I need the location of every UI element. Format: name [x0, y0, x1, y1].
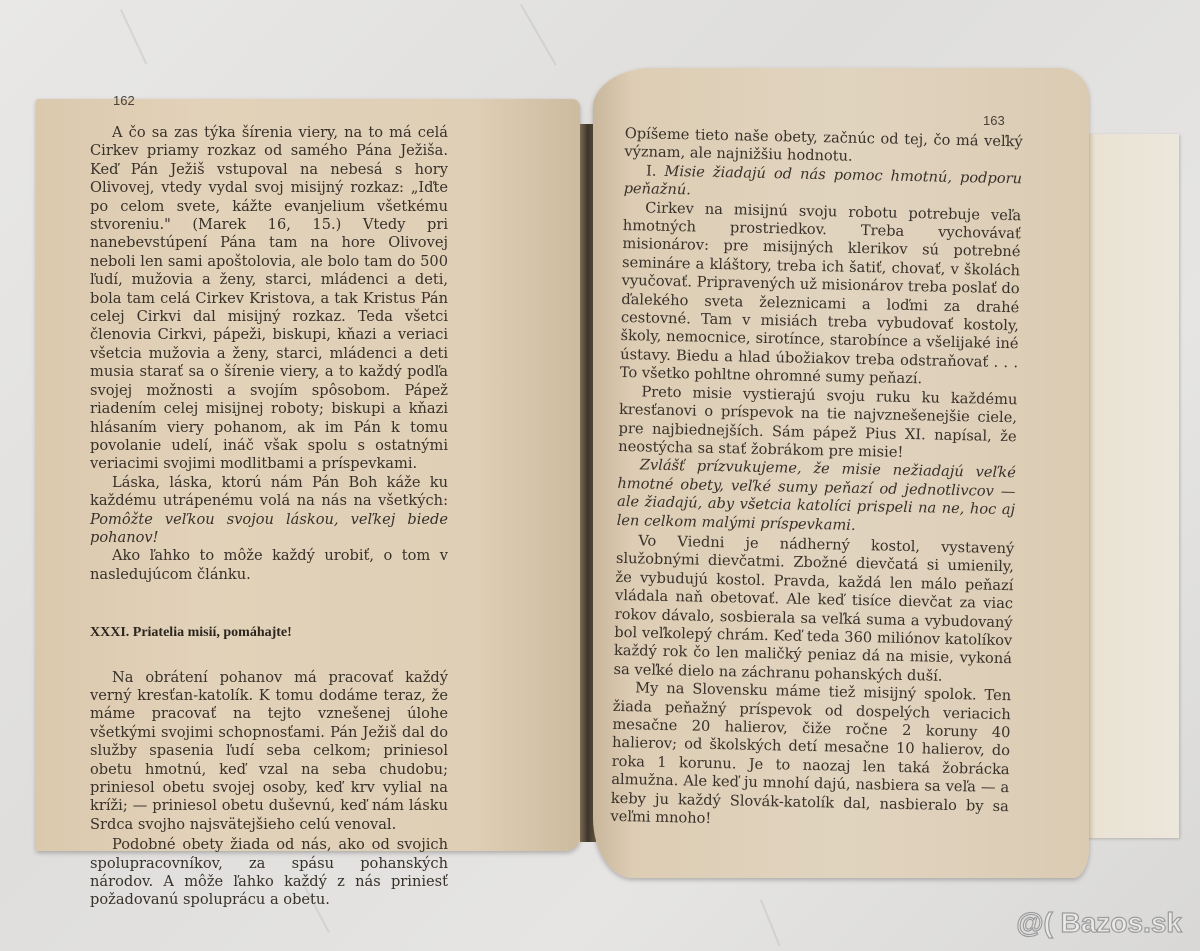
paragraph: Cirkev na misijnú svoju robotu potrebuje veľa hmotných prostriedkov. Treba vychovávať misionárov: pre misijných klerikov sú potrebné semináre a kláštory, treba ich šatiť, chovať, v školách vyučovať. Pripravených už misionárov treba poslať do ďalekého sveta železnicami a loďmi za drahé cestovné. Tam v misiách treba vybudovať kostoly, školy, nemocnice, sirotínce, starobínce a všelijaké iné ústavy. Biedu a hlad úbožiakov treba odstraňovať . . . To všetko pohltne ohromné sumy peňazí.	[619, 199, 1022, 388]
paragraph: Preto misie vystierajú svoju ruku ku každému kresťanovi o príspevok na tie najvznešenejšie ciele, pre najbiednejších. Sám pápež Pius XI. napísal, že neostýcha sa stať žobrákom pre misie!	[618, 383, 1018, 461]
paragraph-text: Láska, láska, ktorú nám Pán Boh káže ku každému utrápenému volá na nás na všetkých:	[90, 473, 448, 510]
paragraph: Opíšeme tieto naše obety, začnúc od tej, čo má veľký význam, ale najnižšiu hodnotu.	[624, 125, 1023, 166]
marble-vein	[760, 899, 781, 946]
chapter-heading: XXXI. Priatelia misií, pomáhajte!	[90, 625, 292, 641]
paragraph: A čo sa zas týka šírenia viery, na to má celá Cirkev priamy rozkaz od samého Pána Ježiša. Keď Pán Ježiš vstupoval na nebesá s hory Olivovej, vtedy vydal svoj misijný rozkaz: „Iďte po celom svete, kážte evanjelium všetkému stvoreniu." (Marek 16, 15.) Vtedy pri nanebevstúpení Pána tam na hore Olivovej neboli len sami apoštolovia, ale bolo tam do 500 ľudí, mužovia a ženy, starci, mládenci a deti, bola tam celá Cirkev Kristova, a tak Kristus Pán celej Cirkvi dal misijný rozkaz. Teda všetci členovia Cirkvi, pápeži, biskupi, kňazi a veriaci všetcia mužovia a ženy, starci, mládenci a deti musia starať sa o šírenie viery, a to každý podľa svojej možnosti a svojím spôsobom. Pápež riadením celej misijnej roboty; biskupi a kňazi hlásaním viery pohanom, ak im Pán k tomu povolanie udelí, ináč však spolu s ostatnými veriacimi svojimi modlitbami a príspevkami.	[90, 124, 448, 473]
marble-vein	[120, 9, 147, 64]
left-page-text	[90, 124, 448, 910]
paragraph: Podobné obety žiada od nás, ako od svojich spolupracovníkov, za spásu pohanských národov. A môže ľahko každý z nás priniesť požadovanú spoluprácu a obetu.	[90, 836, 448, 909]
section-number: I.	[645, 162, 665, 180]
paragraph-emphasis: Pomôžte veľkou svojou láskou, veľkej biede pohanov!	[90, 510, 448, 546]
marble-vein	[520, 4, 557, 66]
paragraph: Ako ľahko to môže každý urobiť, o tom v nasledujúcom článku.	[90, 547, 448, 583]
paragraph-emphasis: Zvlášť prízvukujeme, že misie nežiadajú veľké hmotné obety, veľké sumy peňazí od jednotlivcov — ale žiadajú, aby všetcia katolíci prispeli na ne, hoc aj len celkom malými príspevkami.	[616, 456, 1016, 534]
paragraph: My na Slovensku máme tiež misijný spolok. Ten žiada peňažný príspevok od dospelých veriacich mesačne 20 halierov, čiže ročne 2 koruny 40 halierov; od školských detí mesačne 10 halierov, do roka 1 korunu. Je to naozaj len taká žobrácka almužna. Ale keď ju mnohí dajú, nasbiera sa veľa — a keby ju každý Slovák-katolík dal, nasbieralo by sa veľmi mnoho!	[610, 679, 1012, 827]
left-page-number: 162	[113, 93, 135, 108]
right-page-number: 163	[983, 113, 1005, 128]
paragraph	[617, 456, 1016, 538]
paragraph: Vo Viedni je nádherný kostol, vystavený služobnými dievčatmi. Zbožné dievčatá si umienily, že vybudujú kostol. Pravda, každá len málo peňazí vládala naň obetovať. Ale keď tisíce dievčat za viac rokov dávalo, sosbierala sa veľká suma a vybudovaný bol veľkolepý chrám. Keď teda 360 miliónov katolíkov každý rok čo len maličký peniaz dá na misie, vykoná sa veľké dielo na záchranu pohanských duší.	[613, 532, 1015, 685]
paragraph: Na obrátení pohanov má pracovať každý verný kresťan-katolík. K tomu dodáme teraz, že máme pracovať na tejto vznešenej úlohe všetkými svojimi schopnosťami. Pán Ježiš dal do služby spasenia ľudí seba celkom; priniesol obetu hmotnú, keď vzal na seba chudobu; priniesol obetu svojej osoby, keď krv vylial na kríži; — priniesol obetu duševnú, keď nám lásku Srdca svojho najsvätejšieho celú venoval.	[90, 668, 448, 833]
right-page-text	[610, 125, 1023, 835]
paragraph	[90, 474, 448, 548]
watermark-text: @( Bazos.sk	[1016, 907, 1182, 938]
back-cover	[1085, 134, 1179, 838]
bazos-watermark	[1016, 907, 1182, 939]
section-title: Misie žiadajú od nás pomoc hmotnú, podporu peňažnú.	[623, 162, 1023, 199]
